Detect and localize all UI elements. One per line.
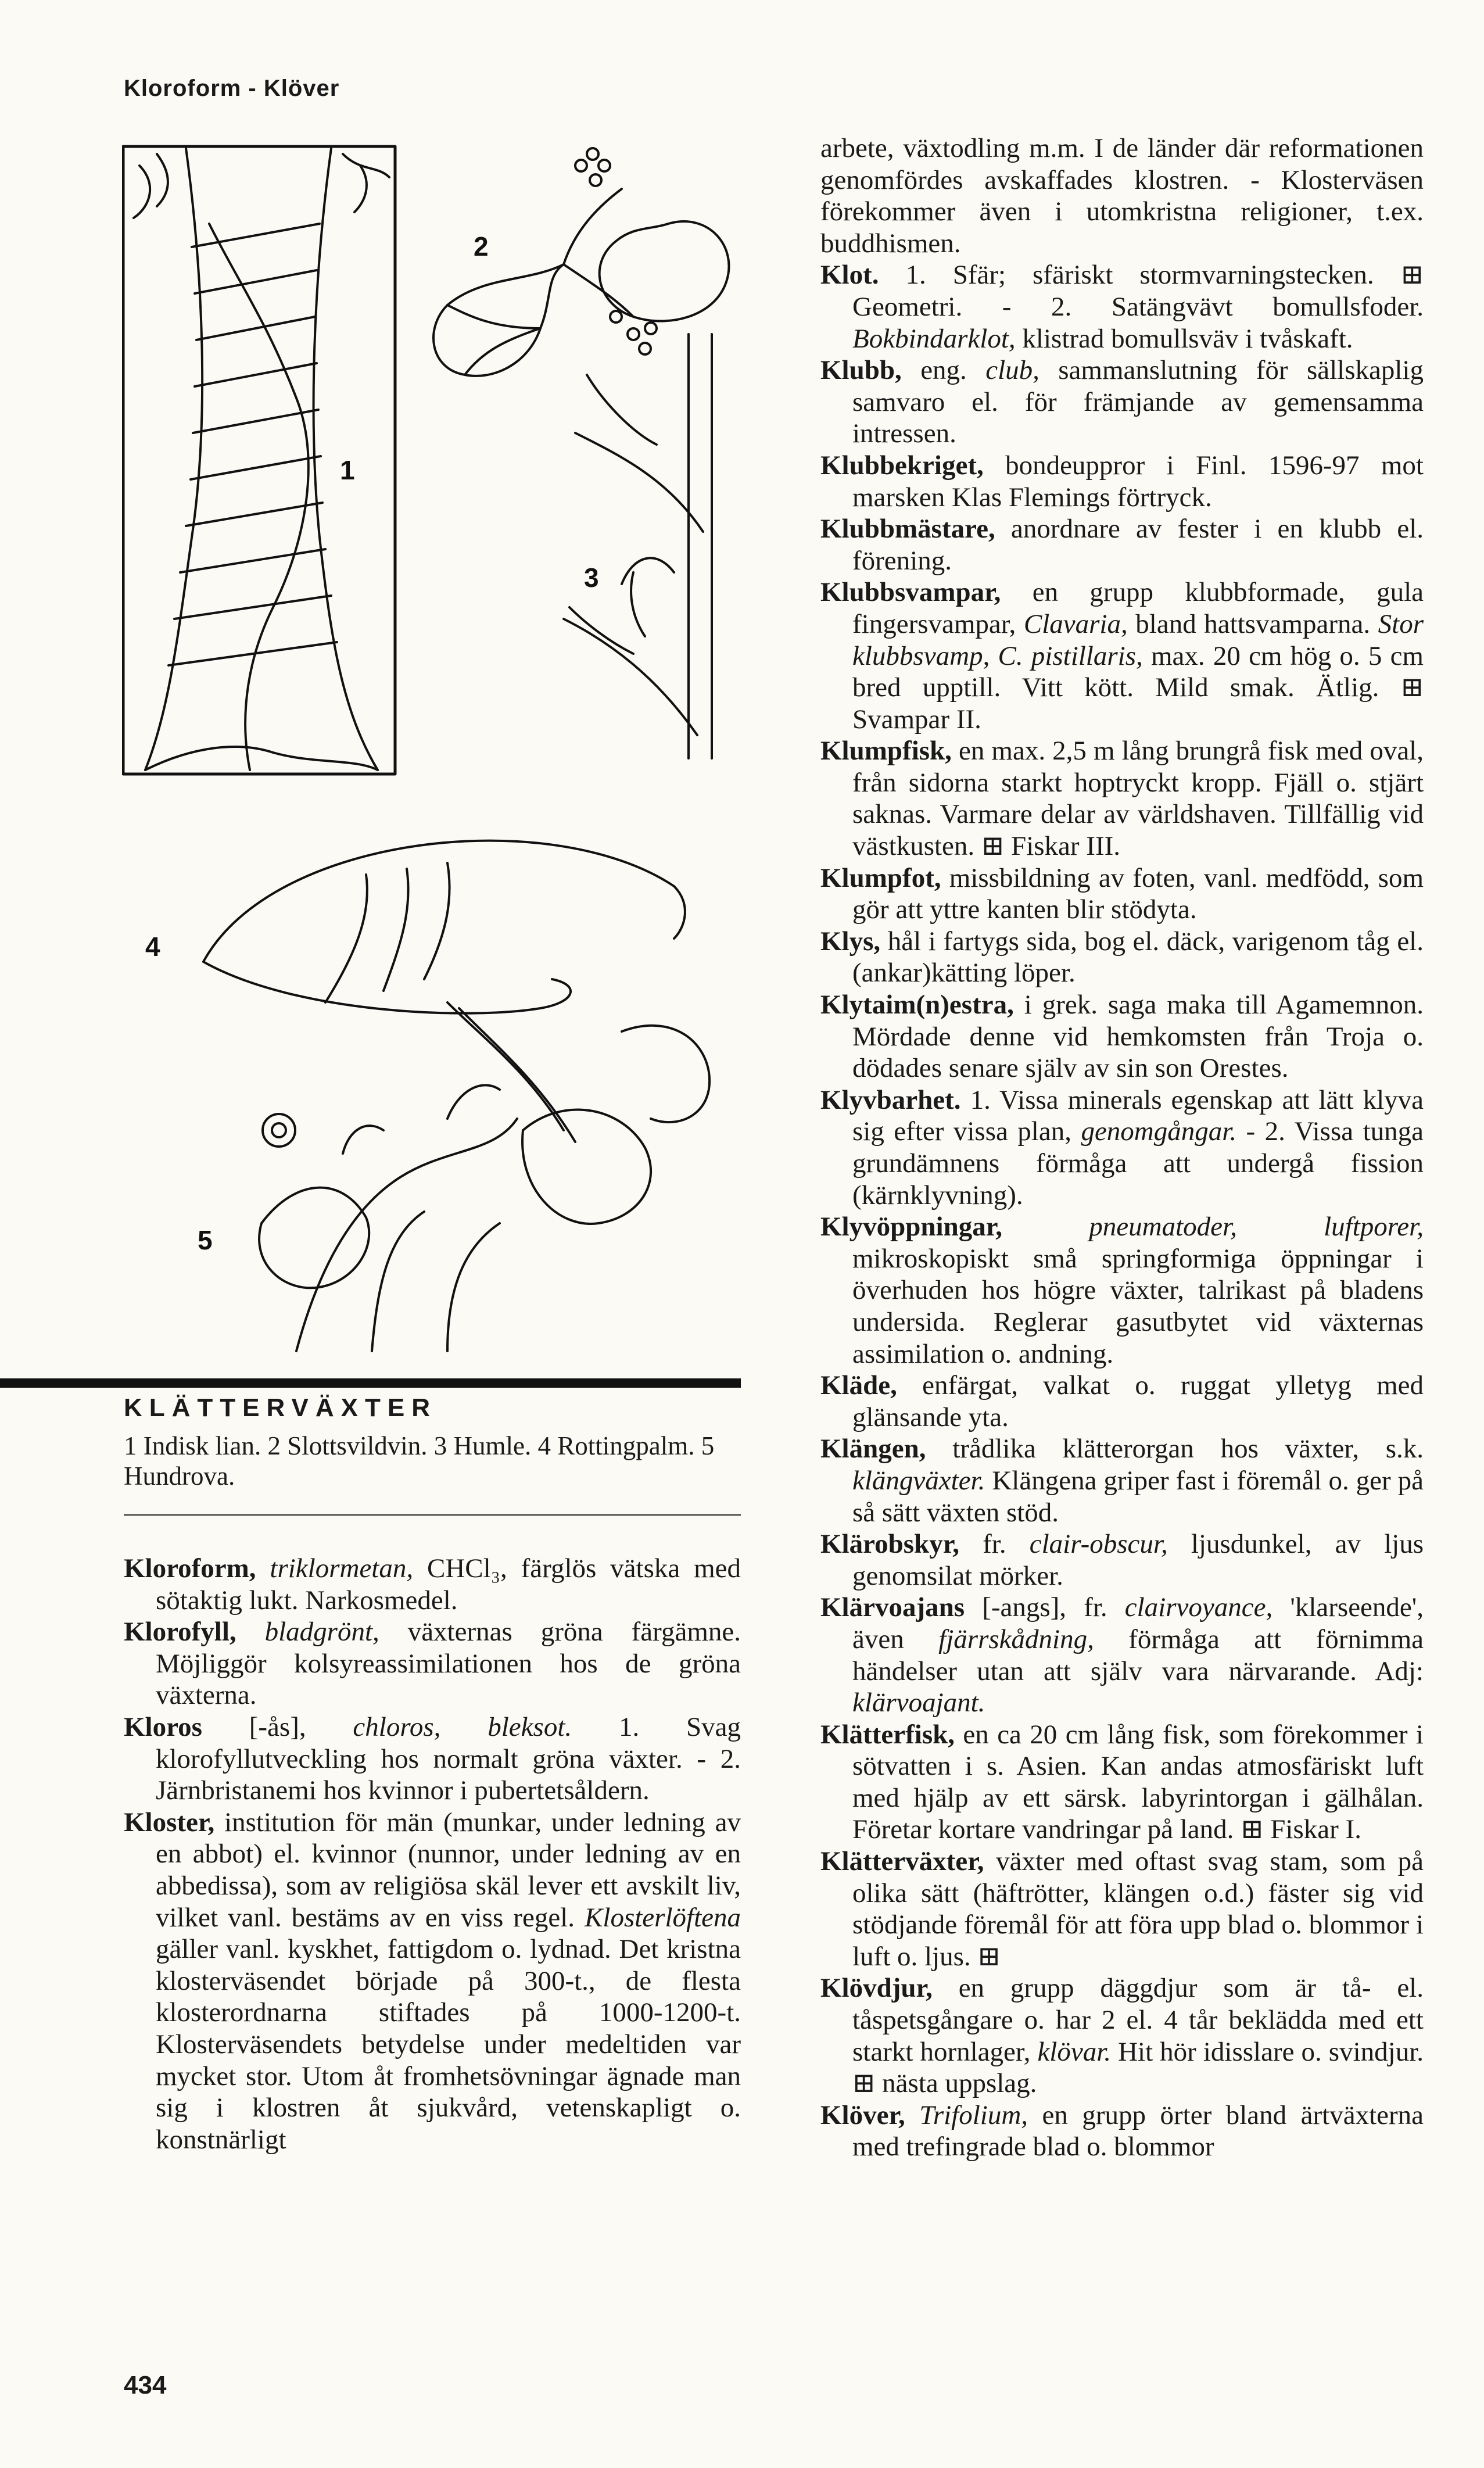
entry-italic-term: bladgrönt, xyxy=(264,1617,379,1647)
entry-text: [-angs], fr. xyxy=(965,1592,1125,1623)
dictionary-entry xyxy=(820,1211,1424,1370)
caption-divider xyxy=(124,1514,741,1516)
entry-italic-term: triklormetan, xyxy=(270,1553,414,1584)
entry-italic-term: clairvoyance, xyxy=(1124,1592,1273,1623)
entry-text: trådlika klätterorgan hos växter, s.k. xyxy=(926,1434,1424,1464)
dictionary-entry xyxy=(820,1846,1424,1972)
entry-headword: Klubb, xyxy=(820,355,902,386)
boston-ivy-drawing xyxy=(433,148,729,376)
entry-italic-term: Klosterlöftena xyxy=(585,1902,741,1933)
fig-label-1: 1 xyxy=(340,455,355,485)
entry-headword: Klärobskyr, xyxy=(820,1529,959,1560)
dictionary-entry xyxy=(820,354,1424,450)
entry-headword: Klärvoajans xyxy=(820,1592,965,1623)
dictionary-entry xyxy=(124,1807,741,2156)
entry-italic-term: pneumatoder, luftporer, xyxy=(1089,1212,1424,1242)
entry-text: [-ås], xyxy=(202,1711,353,1742)
dictionary-entry xyxy=(820,1433,1424,1528)
entry-text: bondeuppror i Finl. 1596-97 mot marsken Klas Flemings förtryck. xyxy=(852,450,1424,513)
entry-headword: Klängen, xyxy=(820,1434,926,1464)
entry-text: en ca 20 cm lång fisk, som förekommer i sötvatten i s. Asien. Kan andas atmosfäriskt luft med hjälp av ett särsk. labyrintorgan i gälhålan. Företar kortare vandringar på land. ⊞ Fiskar I. xyxy=(852,1719,1424,1845)
entry-headword: Klöver, xyxy=(820,2100,905,2130)
dictionary-entry xyxy=(820,259,1424,354)
entry-italic-term: klärvoajant. xyxy=(852,1688,985,1718)
hop-drawing xyxy=(564,334,712,758)
entry-headword: Klubbekriget, xyxy=(820,450,984,481)
dictionary-entry xyxy=(820,1972,1424,2099)
entry-italic-term: Clavaria, xyxy=(1023,608,1128,639)
continuation-text: arbete, växtodling m.m. I de länder där reformationen genomfördes avskaffades klostren. - Klosterväsen förekommer även i utomkristna religioner, t.ex. buddhismen. xyxy=(820,133,1424,259)
page-number: 434 xyxy=(124,2371,167,2399)
entry-text: max. 20 cm hög o. 5 cm bred upptill. Vitt kött. Mild smak. Ätlig. ⊞ Svampar II. xyxy=(852,640,1424,735)
entry-headword: Kloroform, xyxy=(124,1553,256,1584)
entry-headword: Klyvbarhet. xyxy=(820,1084,961,1115)
entry-headword: Kloster, xyxy=(124,1807,215,1837)
entry-text: 1. Svag klorofyllutveckling hos normalt gröna växter. - 2. Järnbristanemi hos kvinnor i pubertetsåldern. xyxy=(156,1711,741,1806)
entry-headword: Klätterfisk, xyxy=(820,1719,955,1750)
rattan-palm-drawing xyxy=(145,841,685,1142)
entry-italic-term: club, xyxy=(985,355,1039,386)
dictionary-entry xyxy=(820,513,1424,576)
entry-text: 'klarseende', även xyxy=(852,1592,1424,1654)
entry-headword: Klubbsvampar, xyxy=(820,577,1001,608)
entry-headword: Klätterväxter, xyxy=(820,1846,984,1877)
entry-text: eng. xyxy=(901,355,986,386)
dictionary-entry xyxy=(820,2100,1424,2163)
entry-text: CHCl₃, färglös vätska med sötaktig lukt. Narkosmedel. xyxy=(156,1553,741,1616)
dictionary-entry xyxy=(820,1370,1424,1433)
dictionary-entry xyxy=(820,576,1424,735)
dictionary-entry xyxy=(820,1528,1424,1592)
dictionary-entry xyxy=(820,1719,1424,1846)
entry-headword: Klumpfot, xyxy=(820,862,941,893)
entry-italic-term: klängväxter. xyxy=(852,1465,985,1496)
caption-title: KLÄTTERVÄXTER xyxy=(124,1394,437,1422)
entry-headword: Klubbmästare, xyxy=(820,514,995,545)
fig-label-2: 2 xyxy=(474,231,489,262)
entry-text: Hit hör idisslare o. svindjur. ⊞ nästa uppslag. xyxy=(852,2036,1424,2099)
entry-text: - 2. Vissa tunga grundämnens förmåga att undergå fission (kärnklyvning). xyxy=(852,1116,1424,1210)
entry-text: Klängena griper fast i föremål o. ger på så sätt växten stöd. xyxy=(852,1465,1424,1528)
entry-italic-term: Bokbindarklot, xyxy=(852,323,1016,354)
entry-text: en grupp örter bland ärtväxterna med trefingrade blad o. blommor xyxy=(852,2100,1424,2162)
entry-headword: Kloros xyxy=(124,1711,202,1742)
entry-text: missbildning av foten, vanl. medfödd, som gör att yttre kanten blir stödyta. xyxy=(852,862,1424,925)
entry-headword: Kläde, xyxy=(820,1370,897,1401)
entry-italic-term: genomgångar. xyxy=(1081,1116,1237,1147)
dictionary-entry xyxy=(820,1084,1424,1211)
right-column xyxy=(820,132,1424,2163)
dictionary-entry xyxy=(124,1616,741,1711)
entry-text: hål i fartygs sida, bog el. däck, varigenom tåg el. (ankar)kätting löper. xyxy=(852,926,1424,988)
entry-italic-term: clair-obscur, xyxy=(1029,1529,1168,1560)
entry-text: växter med oftast svag stam, som på olika sätt (häftrötter, klängen o.d.) fäster sig vid stödjande föremål för att föra upp blad o. blommor i luft o. ljus. ⊞ xyxy=(852,1846,1424,1972)
indian-liana-drawing xyxy=(123,146,395,774)
entry-headword: Klorofyll, xyxy=(124,1617,236,1647)
entry-text: 1. Sfär; sfäriskt stormvarningstecken. ⊞ Geometri. - 2. Satängvävt bomullsfoder. xyxy=(852,260,1424,322)
entry-text: växternas gröna färgämne. Möjliggör kolsyreassimilationen hos de gröna växterna. xyxy=(156,1617,741,1711)
entry-text: ljusdunkel, av ljus genomsilat mörker. xyxy=(852,1529,1424,1591)
dictionary-entry xyxy=(124,1553,741,1616)
entry-italic-term: klövar. xyxy=(1037,2036,1112,2067)
entry-italic-term: chloros, bleksot. xyxy=(353,1711,572,1742)
entry-headword: Klytaim(n)estra, xyxy=(820,990,1014,1020)
fig-label-5: 5 xyxy=(198,1225,213,1255)
entry-italic-term: Trifolium, xyxy=(919,2100,1028,2130)
entry-text: 1. Vissa minerals egenskap att lätt klyva sig efter vissa plan, xyxy=(852,1084,1424,1147)
entry-text xyxy=(1002,1212,1089,1242)
entry-headword: Klot. xyxy=(820,260,879,291)
white-bryony-drawing xyxy=(198,1026,709,1351)
entry-text xyxy=(905,2100,920,2130)
dictionary-entry xyxy=(820,450,1424,513)
entry-text: bland hattsvamparna. xyxy=(1127,608,1378,639)
entry-headword: Klys, xyxy=(820,926,881,957)
dictionary-entry xyxy=(820,989,1424,1084)
dictionary-entry xyxy=(820,1592,1424,1718)
entry-text: sammanslutning för sällskaplig samvaro el. för främjande av gemensamma intressen. xyxy=(852,355,1424,449)
dictionary-entry xyxy=(820,735,1424,862)
entry-text: i grek. saga maka till Agamemnon. Mördade denne vid hemkomsten från Troja o. dödades senare själv av sin son Orestes. xyxy=(852,990,1424,1084)
entry-text: en max. 2,5 m lång brungrå fisk med oval, från sidorna starkt hoptryckt kropp. Fjäll o. stjärt saknas. Varmare delar av världshaven. Tillfällig vid västkusten. ⊞ Fiskar III. xyxy=(852,736,1424,862)
entry-headword: Klyvöppningar, xyxy=(820,1212,1003,1242)
dictionary-entry xyxy=(820,926,1424,989)
entry-text: en grupp däggdjur som är tå- el. tåspetsgångare o. har 2 el. 4 tår beklädda med ett starkt hornlager, xyxy=(852,1973,1424,2067)
entry-headword: Klumpfisk, xyxy=(820,736,952,766)
entry-text: anordnare av fester i en klubb el. förening. xyxy=(852,514,1424,576)
entry-text: förmåga att förnimma händelser utan att själv vara närvarande. Adj: xyxy=(852,1624,1424,1686)
entry-italic-term: Stor klubbsvamp, C. pistillaris, xyxy=(852,608,1424,671)
entry-text: institution för män (munkar, under ledning av en abbot) el. kvinnor (nunnor, under ledning av en abbedissa), som av religiösa skäl lever ett avskilt liv, vilket vanl. bestäms av en viss regel. xyxy=(156,1807,741,1933)
entry-text xyxy=(256,1553,270,1584)
fig-label-3: 3 xyxy=(584,563,599,593)
caption-text: 1 Indisk lian. 2 Slottsvildvin. 3 Humle. 4 Rottingpalm. 5 Hundrova. xyxy=(124,1431,715,1491)
entry-text xyxy=(236,1617,265,1647)
running-head: Kloroform - Klöver xyxy=(124,76,340,101)
entry-text: en grupp klubbformade, gula fingersvampar, xyxy=(852,577,1424,639)
entry-text: mikroskopiskt små springformiga öppningar i överhuden hos högre växter, talrikast på bladens undersida. Reglerar gasutbytet vid växternas assimilation o. andning. xyxy=(852,1243,1424,1369)
entry-text: klistrad bomullsväv i tvåskaft. xyxy=(1015,323,1353,354)
entry-italic-term: fjärrskådning, xyxy=(938,1624,1094,1654)
climbing-plants-illustration xyxy=(122,131,738,1374)
entry-text: fr. xyxy=(959,1529,1030,1560)
entry-headword: Klövdjur, xyxy=(820,1973,933,2004)
entry-text: enfärgat, valkat o. ruggat ylletyg med glänsande yta. xyxy=(852,1370,1424,1432)
dictionary-entry xyxy=(124,1711,741,1807)
left-column xyxy=(124,1553,741,2155)
fig-label-4: 4 xyxy=(145,932,160,962)
dictionary-entry xyxy=(820,862,1424,926)
caption-rule xyxy=(0,1378,741,1388)
entry-text: gäller vanl. kyskhet, fattigdom o. lydnad. Det kristna klosterväsendet började på 300-t., de flesta klosterordnarna stiftades på 1000-1200-t. Klosterväsendets betydelse under medeltiden var mycket stor. Utom åt fromhetsövningar ägnade man sig i klostren åt sjukvård, vetenskapligt o. konstnärligt xyxy=(156,1934,741,2155)
